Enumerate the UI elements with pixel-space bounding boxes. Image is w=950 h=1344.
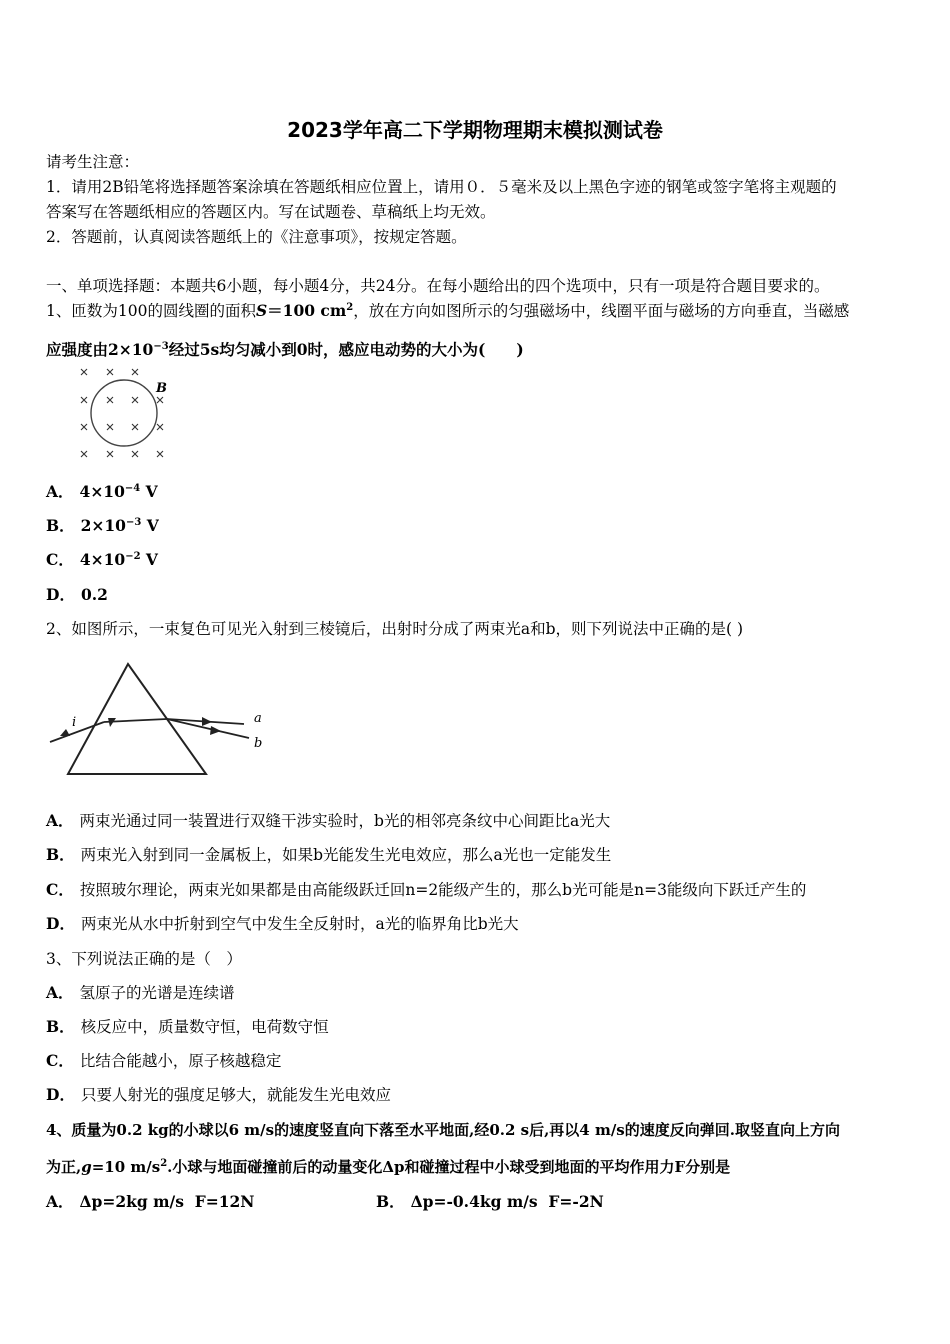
notice-item: 2．答题前，认真阅读答题纸上的《注意事项》，按规定答题。	[46, 228, 467, 246]
coil-circle	[91, 380, 157, 446]
q3-option-a[interactable]: A． 氢原子的光谱是连续谱	[46, 983, 235, 1002]
q1-option-b[interactable]: B． $2\times 10^{-3}$ V	[46, 516, 159, 535]
arrow-icon	[210, 726, 221, 735]
arrow-icon	[202, 717, 212, 726]
notice-item: 1．请用2B铅笔将选择题答案涂填在答题纸相应位置上，请用０．５毫米及以上黑色字迹的钢笔或签字笔将主观题的	[46, 178, 837, 196]
field-cross-icon	[107, 451, 113, 457]
field-label-b: B	[156, 381, 167, 396]
q2-option-b[interactable]: B． 两束光入射到同一金属板上，如果b光能发生光电效应，那么a光也一定能发生	[46, 845, 612, 864]
q4-stem-line1: 4、质量为0.2 kg的小球以6 m/s的速度竖直向下落至水平地面,经0.2 s后,再以4 m/s的速度反向弹回.取竖直向上方向	[46, 1121, 840, 1139]
q4-option-b[interactable]: B． Δp=-0.4kg m/s F=-2N	[376, 1192, 604, 1211]
field-cross-icon	[132, 369, 138, 375]
notice-heading: 请考生注意：	[46, 153, 140, 171]
field-cross-icon	[81, 424, 87, 430]
q4-stem-line2: 为正,g=10 $m/s^2$.小球与地面碰撞前后的动量变化Δp和碰撞过程中小球受到地面的平均作用力F分别是	[46, 1158, 731, 1176]
field-cross-icon	[81, 369, 87, 375]
q2-option-a[interactable]: A． 两束光通过同一装置进行双缝干涉实验时，b光的相邻亮条纹中心间距比a光大	[46, 811, 611, 830]
label-i: i	[72, 715, 77, 730]
field-cross-icon	[157, 397, 163, 403]
label-a: a	[254, 711, 262, 726]
arrow-icon	[108, 718, 116, 727]
q1-option-d[interactable]: D． 0.2	[46, 585, 108, 604]
q4-option-a[interactable]: A． Δp=2kg m/s F=12N	[46, 1192, 255, 1211]
prism-triangle	[68, 664, 206, 774]
q2-option-c[interactable]: C． 按照玻尔理论，两束光如果都是由高能级跃迁回n=2能级产生的，那么b光可能是n=3能级向下跃迁产生的	[46, 880, 807, 899]
section-heading: 一、单项选择题：本题共6小题，每小题4分，共24分。在每小题给出的四个选项中，只有一项是符合题目要求的。	[46, 277, 830, 295]
field-cross-icon	[81, 397, 87, 403]
field-cross-icon	[132, 397, 138, 403]
q2-option-d[interactable]: D． 两束光从水中折射到空气中发生全反射时，a光的临界角比b光大	[46, 914, 519, 933]
q3-option-d[interactable]: D． 只要人射光的强度足够大，就能发生光电效应	[46, 1085, 391, 1104]
q1-option-a[interactable]: A． $4\times 10^{-4}$ V	[46, 482, 158, 501]
q2-prism-figure	[44, 656, 274, 780]
field-cross-icon	[107, 397, 113, 403]
q2-stem: 2、如图所示，一束复色可见光入射到三棱镜后，出射时分成了两束光a和b，则下列说法中正确的是( )	[46, 620, 744, 638]
q3-option-c[interactable]: C． 比结合能越小，原子核越稳定	[46, 1051, 282, 1070]
arrow-icon	[60, 729, 70, 736]
q1-stem-line2: 应强度由$2\times 10^{-3}$经过5s均匀减小到0时，感应电动势的大小为( )	[46, 340, 524, 359]
field-cross-icon	[107, 424, 113, 430]
q1-magnetic-field-figure	[72, 366, 182, 466]
field-cross-icon	[107, 369, 113, 375]
q3-option-b[interactable]: B． 核反应中，质量数守恒，电荷数守恒	[46, 1017, 329, 1036]
notice-item: 答案写在答题纸相应的答题区内。写在试题卷、草稿纸上均无效。	[46, 203, 496, 221]
field-cross-icon	[81, 451, 87, 457]
field-cross-icon	[157, 451, 163, 457]
field-cross-icon	[132, 424, 138, 430]
field-cross-icon	[157, 424, 163, 430]
q1-option-c[interactable]: C． $4\times 10^{-2}$ V	[46, 550, 158, 569]
q3-stem: 3、下列说法正确的是（ ）	[46, 950, 242, 968]
field-cross-icon	[132, 451, 138, 457]
q1-stem-line1: 1、匝数为100的圆线圈的面积S＝100 $cm^2$，放在方向如图所示的匀强磁场中，线圈平面与磁场的方向垂直，当磁感	[46, 301, 850, 320]
incident-ray	[50, 722, 104, 742]
page-title: 2023学年高二下学期物理期末模拟测试卷	[287, 118, 663, 142]
label-b: b	[254, 736, 263, 751]
